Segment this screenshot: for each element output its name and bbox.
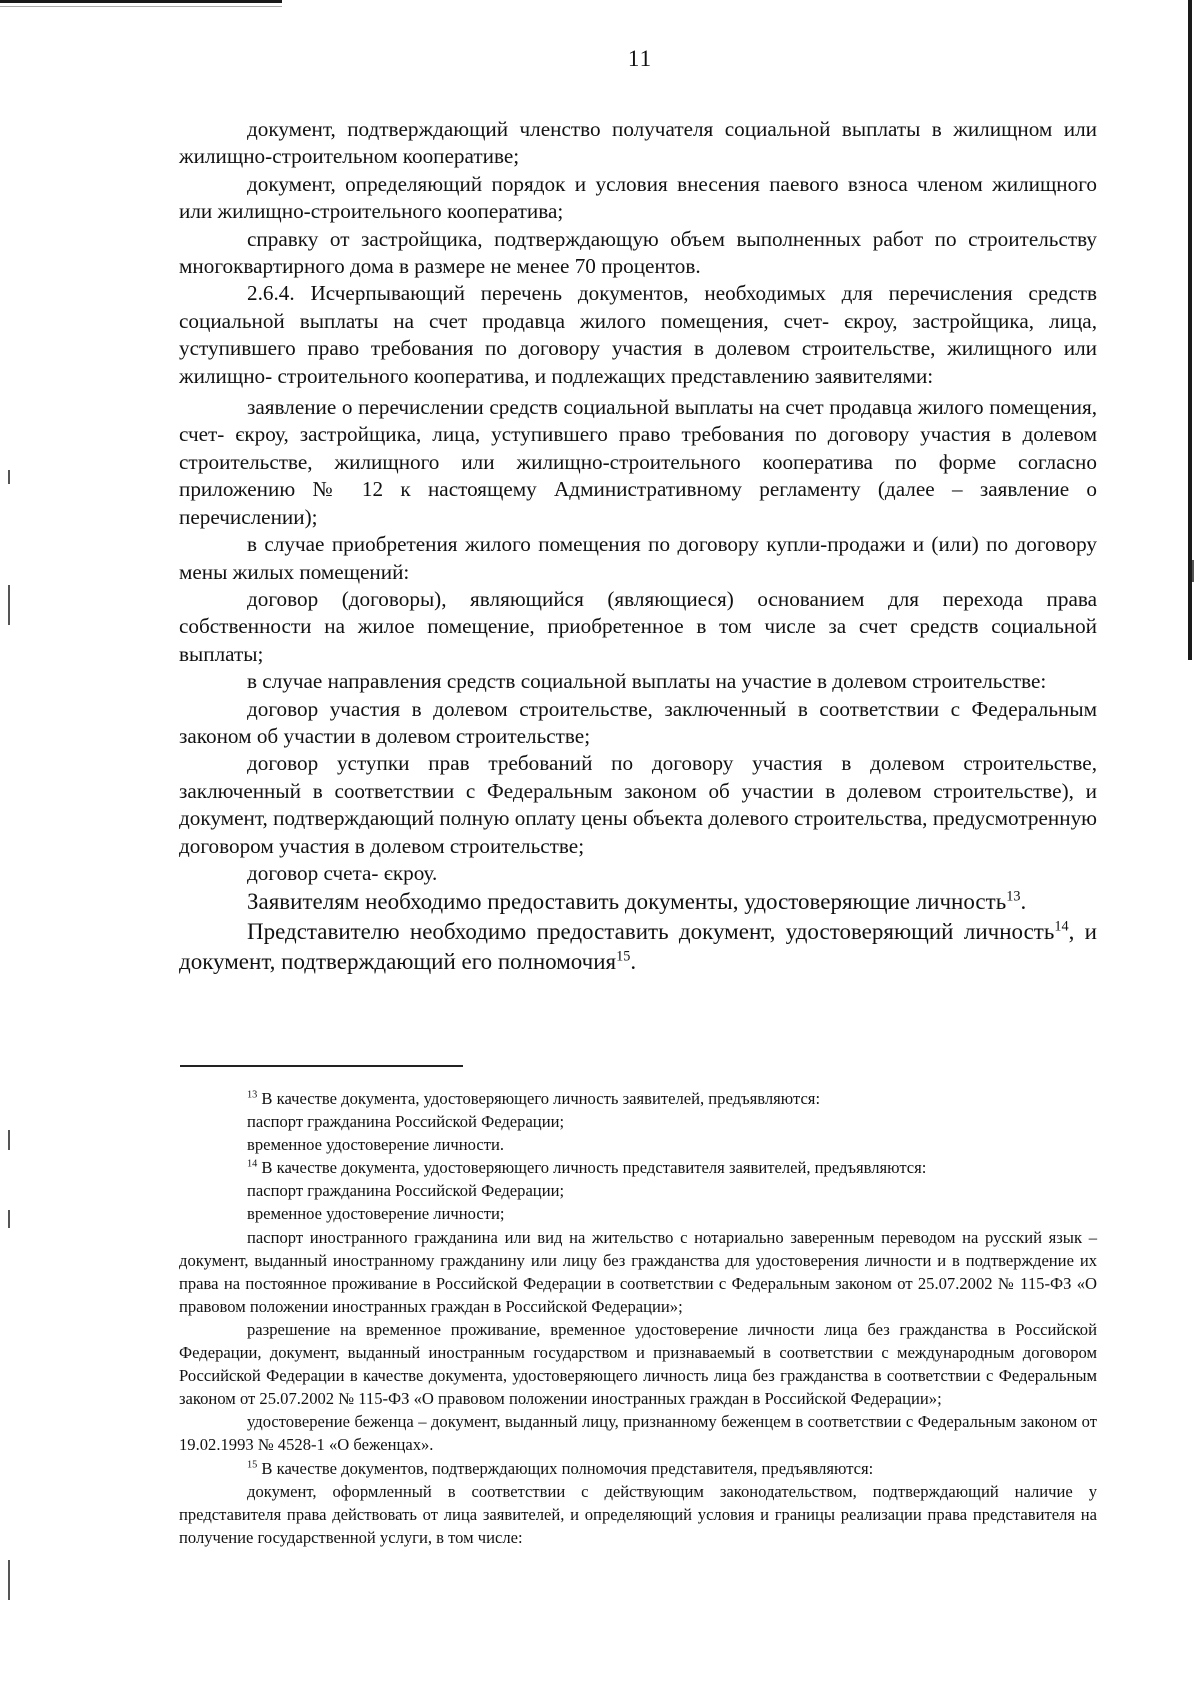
page-number: 11 <box>627 46 653 71</box>
scan-speck <box>1192 560 1194 582</box>
footnote-line: паспорт иностранного гражданина или вид на жительство с нотариально заверенным переводом на русский язык – документ, выданный иностранному гражданину или лицу без гражданства для удостоверения личности и в подтверждение их права на постоянное проживание в Российской Федерации в соответствии с Федеральным законом от 25.07.2002 № 115-ФЗ «О правовом положении иностранных граждан в Российской Федерации»; <box>179 1227 1097 1316</box>
scan-speck <box>8 1560 10 1600</box>
main-text <box>179 116 1097 977</box>
paragraph: в случае приобретения жилого помещения по договору купли-продажи и (или) по договору мены жилых помещений: <box>179 532 1097 584</box>
paragraph: договор уступки прав требований по договору участия в долевом строительстве, заключенный в соответствии с Федеральным законом об участии в долевом строительстве), и документ, подтверждающий полную оплату цены объекта долевого строительства, предусмотренную договором участия в долевом строительстве; <box>179 751 1097 858</box>
footnote-line: разрешение на временное проживание, временное удостоверение личности лица без гражданства в Российской Федерации, документ, выданный иностранным государством и признаваемый в соответствии с международным договором Российской Федерации в качестве документа, удостоверяющего личность лица без гражданства в соответствии с Федеральным законом от 25.07.2002 № 115-ФЗ «О правовом положении иностранных граждан в Российской Федерации»; <box>179 1319 1097 1409</box>
footnote-mark: 13 <box>247 1089 258 1101</box>
paragraph: справку от застройщика, подтверждающую объем выполненных работ по строительству многоквартирного дома в размере не менее 70 процентов. <box>179 226 1097 279</box>
footnote-divider <box>180 1065 463 1067</box>
scan-speck <box>8 585 10 625</box>
identity-text: Заявителям необходимо предоставить документы, удостоверяющие личность <box>247 889 1007 915</box>
representative-text-a: Представителю необходимо предоставить документ, удостоверяющий личность <box>247 919 1055 945</box>
footnote-line: временное удостоверение личности. <box>247 1135 505 1155</box>
footnote-line: удостоверение беженца – документ, выданный лицу, признанному беженцем в соответствии с Федеральным законом от 19.02.1993 № 4528-1 «О беженцах». <box>179 1412 1097 1455</box>
footnote-line: документ, оформленный в соответствии с действующим законодательством, подтверждающий наличие у представителя права действовать от лица заявителей, и определяющий условия и границы реализации права представителя на получение государственной услуги, в том числе: <box>179 1481 1097 1547</box>
identity-end: . <box>1020 889 1027 915</box>
footnote-text: В качестве документа, удостоверяющего личность заявителей, предъявляются: <box>257 1089 821 1108</box>
footnote-text: В качестве документов, подтверждающих полномочия представителя, предъявляются: <box>257 1458 874 1478</box>
paragraph: 2.6.4. Исчерпывающий перечень документов, необходимых для перечисления средств социальной выплаты на счет продавца жилого помещения, счет- єкроу, застройщика, лица, уступившего право требования по договору участия в долевом строительстве, жилищного или жилищно- строительного кооператива, и подлежащих представлению заявителями: <box>179 281 1097 388</box>
paragraph: договор участия в долевом строительстве, заключенный в соответствии с Федеральным законом об участии в долевом строительстве; <box>179 696 1097 748</box>
paragraph: договор (договоры), являющийся (являющиеся) основанием для перехода права собственности на жилое помещение, приобретенное в том числе за счет средств социальной выплаты; <box>179 586 1097 666</box>
representative-text-b: , и документ, подтверждающий его полномочия <box>179 919 1097 975</box>
scan-speck <box>8 470 10 484</box>
footnote-mark: 14 <box>247 1158 258 1170</box>
paragraph: в случае направления средств социальной выплаты на участие в долевом строительстве: <box>247 669 1047 694</box>
footnote-line: паспорт гражданина Российской Федерации; <box>247 1181 565 1201</box>
footnote-ref-13[interactable]: 13 <box>1006 888 1021 905</box>
scan-speck <box>8 1130 10 1150</box>
identity-paragraph <box>179 887 1097 917</box>
paragraph: документ, определяющий порядок и условия внесения паевого взноса членом жилищного или жилищно-строительного кооператива; <box>179 171 1097 224</box>
paragraph: заявление о перечислении средств социальной выплаты на счет продавца жилого помещения, счет- єкроу, застройщика, лица, уступившего право требования по договору участия в долевом строительстве, жилищного или жилищно-строительного кооператива по форме согласно приложению № 12 к настоящему Административному регламенту (далее – заявление о перечислении); <box>179 395 1097 529</box>
paragraph: документ, подтверждающий членство получателя социальной выплаты в жилищном или жилищно-строительном кооперативе; <box>179 117 1097 169</box>
scan-edge-top <box>0 0 282 3</box>
footnote-mark: 15 <box>247 1458 258 1470</box>
footnote-15 <box>179 1457 1097 1480</box>
footnote-text: В качестве документа, удостоверяющего личность представителя заявителей, предъявляются: <box>257 1158 927 1178</box>
footnote-13 <box>179 1087 1097 1110</box>
scan-speck <box>8 1210 10 1228</box>
representative-paragraph <box>179 917 1097 977</box>
footnote-line: паспорт гражданина Российской Федерации; <box>247 1112 565 1132</box>
footnote-ref-15[interactable]: 15 <box>616 948 631 965</box>
footnote-14 <box>179 1156 1097 1179</box>
scan-edge-top-thin <box>0 6 282 7</box>
footnotes <box>179 1087 1097 1549</box>
paragraph: договор счета- єкроу. <box>247 860 438 885</box>
footnote-line: временное удостоверение личности; <box>247 1204 505 1224</box>
representative-end: . <box>630 949 637 975</box>
footnote-ref-14[interactable]: 14 <box>1054 918 1069 935</box>
